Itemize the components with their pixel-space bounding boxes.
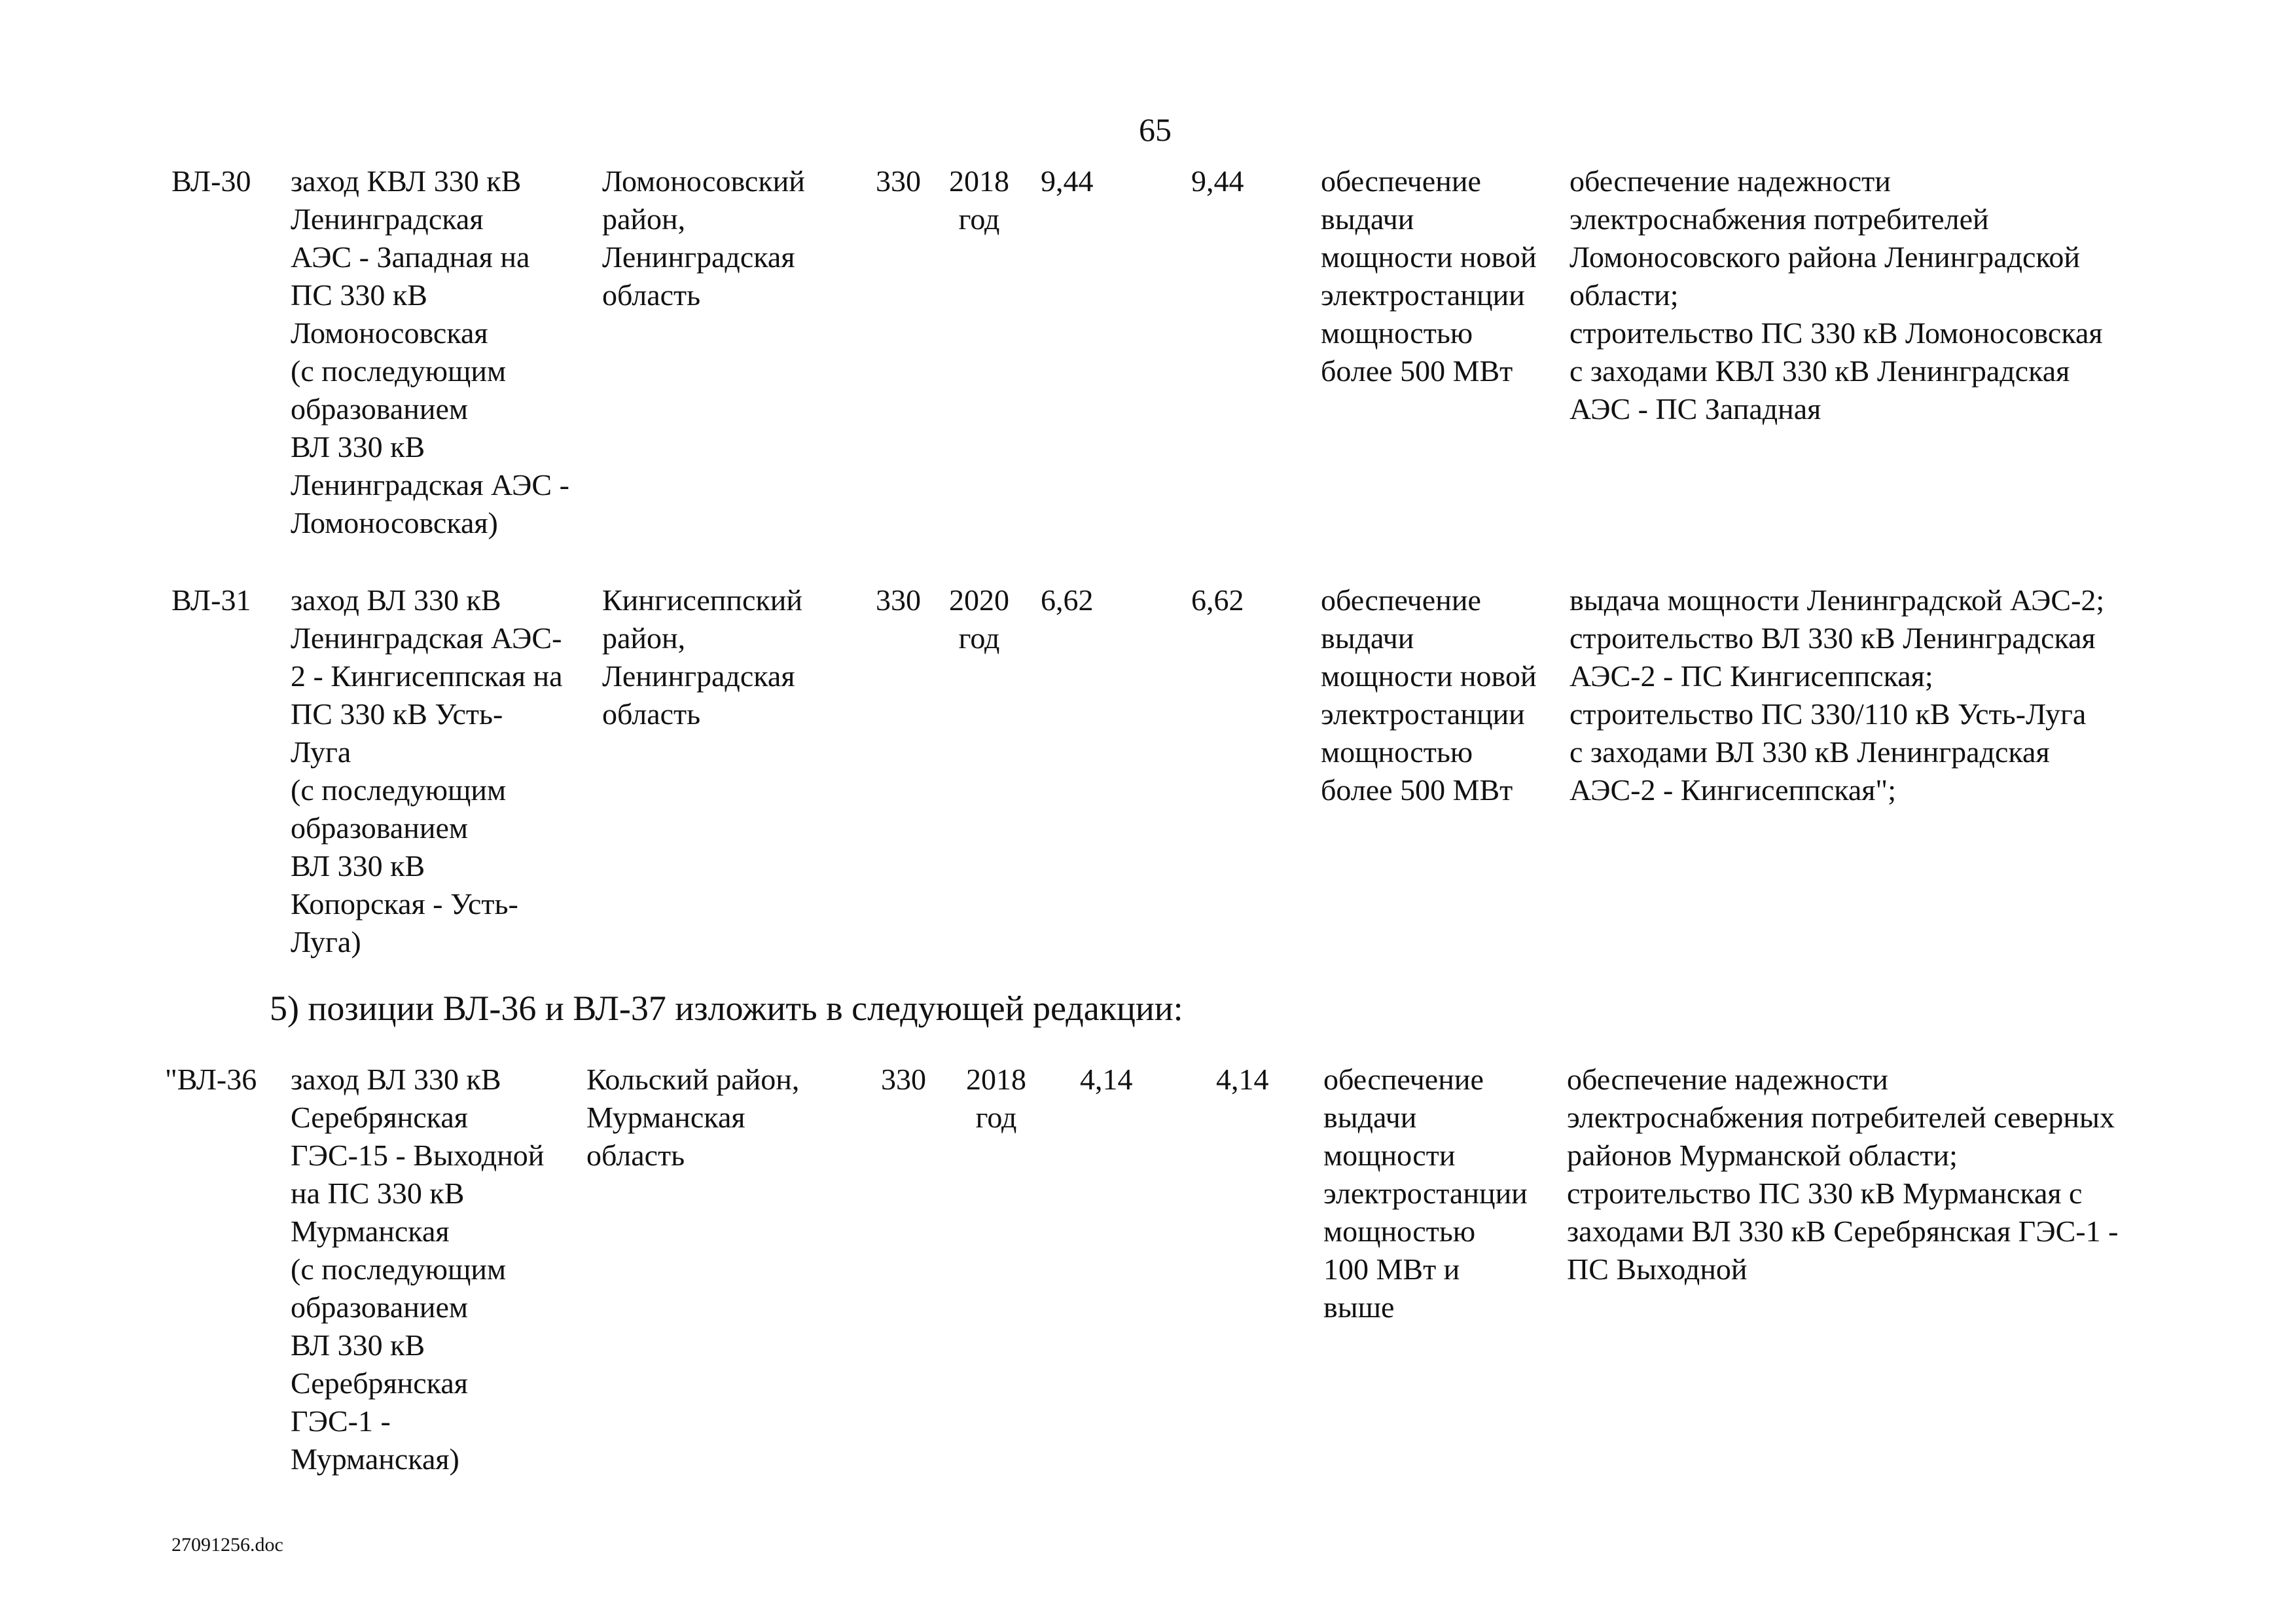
length-1: 4,14 <box>1080 1063 1133 1096</box>
justification: обеспечение надежности электроснабжения потребителей северных районов Мурманской области; строительство ПС 330 кВ Мурманская с заходами ВЛ 330 кВ Серебрянская ГЭС-1 - ПС Выходной <box>1567 1063 2119 1286</box>
voltage: 330 <box>876 583 921 617</box>
line-name: заход КВЛ 330 кВ Ленинградская АЭС - Западная на ПС 330 кВ Ломоносовская (с последующим образованием ВЛ 330 кВ Ленинградская АЭС - Ломоносовская) <box>291 164 569 539</box>
line-name: заход ВЛ 330 кВ Серебрянская ГЭС-15 - Выходной на ПС 330 кВ Мурманская (с последующим образованием ВЛ 330 кВ Серебрянская ГЭС-1 - Мурманская) <box>291 1063 545 1476</box>
year: 2020 год <box>949 583 1009 655</box>
region: Кингисеппский район, Ленинградская область <box>602 583 803 731</box>
line-id: ВЛ-31 <box>171 583 251 617</box>
purpose: обеспечение выдачи мощности новой электростанции мощностью более 500 МВт <box>1321 164 1537 388</box>
footer-filename: 27091256.doc <box>171 1534 283 1556</box>
length-1: 6,62 <box>1041 583 1094 617</box>
line-id: ВЛ-30 <box>171 164 251 198</box>
length-2: 9,44 <box>1191 164 1244 198</box>
purpose: обеспечение выдачи мощности новой электростанции мощностью более 500 МВт <box>1321 583 1537 807</box>
length-1: 9,44 <box>1041 164 1094 198</box>
voltage: 330 <box>876 164 921 198</box>
line-name: заход ВЛ 330 кВ Ленинградская АЭС- 2 - Кингисеппская на ПС 330 кВ Усть- Луга (с последующим образованием ВЛ 330 кВ Копорская - Усть- Луга) <box>291 583 563 958</box>
year: 2018 год <box>966 1063 1026 1134</box>
voltage: 330 <box>881 1063 926 1096</box>
purpose: обеспечение выдачи мощности электростанции мощностью 100 МВт и выше <box>1323 1063 1528 1324</box>
region: Ломоносовский район, Ленинградская область <box>602 164 805 312</box>
justification: выдача мощности Ленинградской АЭС-2; строительство ВЛ 330 кВ Ленинградская АЭС-2 - ПС Кингисеппская; строительство ПС 330/110 кВ Усть-Луга с заходами ВЛ 330 кВ Ленинградская АЭС-2 - Кингисеппская"; <box>1570 583 2105 807</box>
length-2: 6,62 <box>1191 583 1244 617</box>
justification: обеспечение надежности электроснабжения потребителей Ломоносовского района Ленинградской области; строительство ПС 330 кВ Ломоносовская с заходами КВЛ 330 кВ Ленинградская АЭС - ПС Западная <box>1570 164 2103 426</box>
year: 2018 год <box>949 164 1009 236</box>
line-id: "ВЛ-36 <box>165 1063 257 1096</box>
length-2: 4,14 <box>1216 1063 1269 1096</box>
page-number: 65 <box>1139 111 1172 148</box>
instruction-paragraph: 5) позиции ВЛ-36 и ВЛ-37 изложить в следующей редакции: <box>270 989 1183 1028</box>
region: Кольский район, Мурманская область <box>586 1063 800 1172</box>
